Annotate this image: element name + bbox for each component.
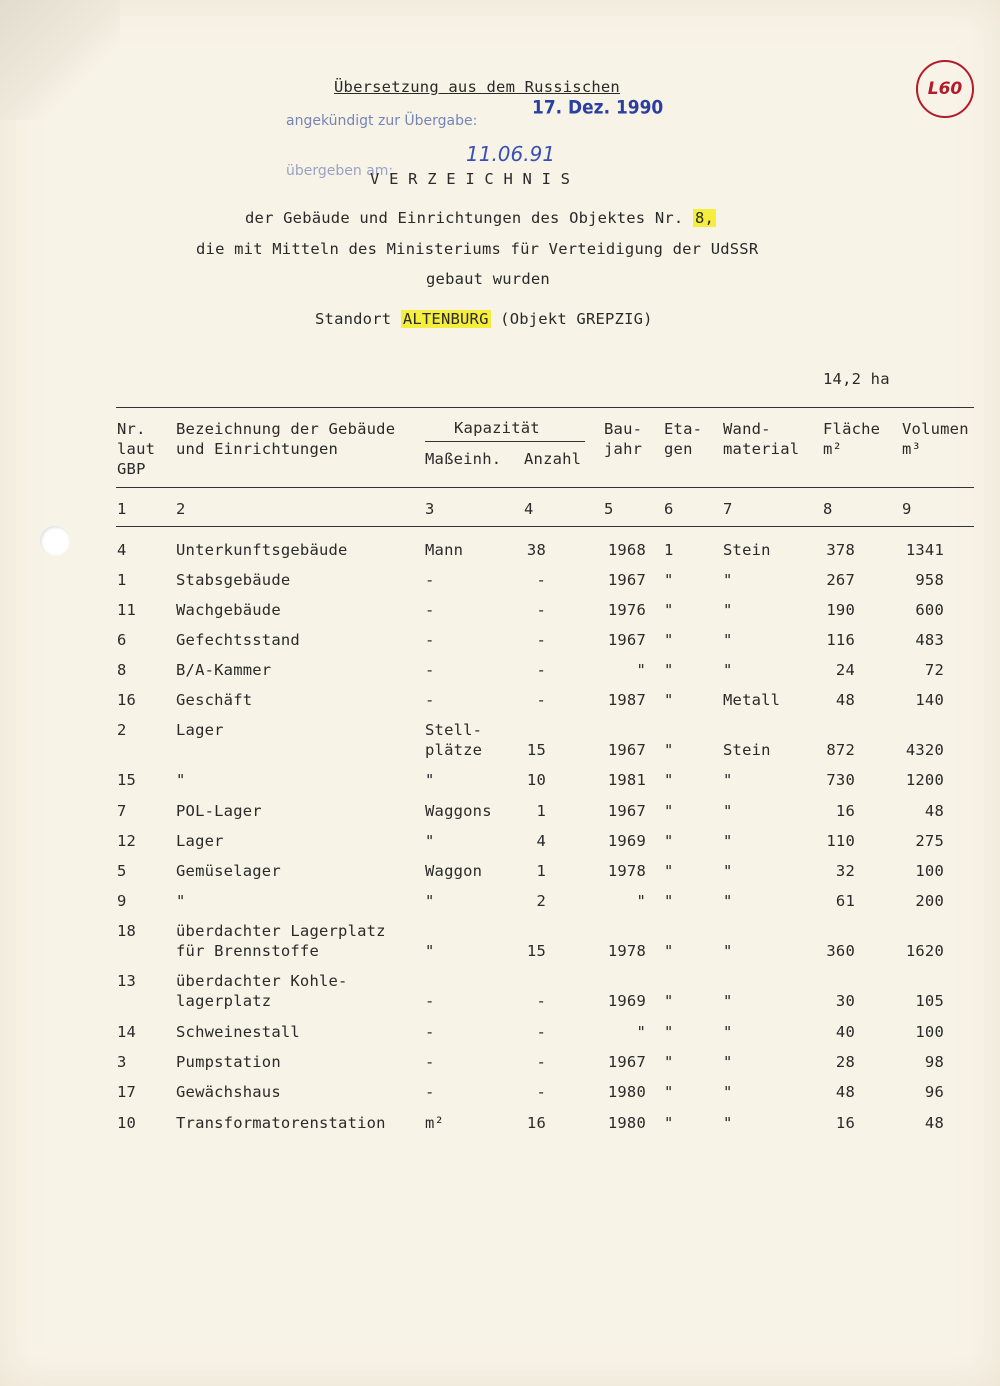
cell-unit: - [425,1053,435,1071]
cell-year: 1969 [607,832,646,850]
cell-nr: 17 [117,1083,137,1101]
cell-year: 1967 [607,741,646,759]
header-nr-3: GBP [117,460,146,478]
cell-name-line2: lagerplatz [176,992,272,1010]
cell-nr: 8 [117,661,127,679]
cell-unit: - [425,661,435,679]
cell-nr: 12 [117,832,137,850]
table-top-rule [116,407,974,408]
cell-unit: Mann [425,541,464,559]
cell-year: 1981 [607,771,646,789]
colnum-6: 6 [664,500,674,518]
cell-unit: - [425,1023,435,1041]
location-name: ALTENBURG [402,310,489,328]
cell-count: - [536,601,546,619]
cell-name: Wachgebäude [176,601,281,619]
cell-volume: 200 [915,892,944,910]
cell-area: 378 [826,541,855,559]
header-area-1: Fläche [823,420,881,438]
cell-area: 40 [835,1023,855,1041]
cell-floors: " [664,1053,674,1071]
cell-count: 2 [536,892,546,910]
cell-area: 360 [826,942,855,960]
cell-area: 116 [826,631,855,649]
object-number: 8, [695,209,715,227]
cell-name: " [176,771,186,789]
cell-name: Gemüselager [176,862,281,880]
cell-floors: " [664,942,674,960]
cell-count: - [536,1083,546,1101]
colnum-1: 1 [117,500,127,518]
cell-floors: " [664,631,674,649]
cell-nr: 9 [117,892,127,910]
colnum-2: 2 [176,500,186,518]
cell-unit: - [425,691,435,709]
cell-floors: " [664,892,674,910]
cell-floors: " [664,1083,674,1101]
header-bottom-rule [116,487,974,488]
stamp-handed-label: übergeben am: [286,163,394,179]
cell-volume: 98 [924,1053,944,1071]
header-count: Anzahl [524,450,582,468]
punch-hole [40,526,70,556]
cell-volume: 958 [915,571,944,589]
cell-name: Gefechtsstand [176,631,300,649]
cell-volume: 600 [915,601,944,619]
header-volume-1: Volumen [902,420,969,438]
cell-area: 190 [826,601,855,619]
cell-volume: 100 [915,862,944,880]
cell-count: - [536,571,546,589]
cell-wall: " [723,1023,733,1041]
cell-count: - [536,992,546,1010]
cell-name: Pumpstation [176,1053,281,1071]
header-volume-2: m³ [902,440,922,458]
cell-floors: " [664,1023,674,1041]
cell-floors: " [664,992,674,1010]
cell-unit: " [425,771,435,789]
cell-volume: 72 [924,661,944,679]
cell-name: überdachter Lagerplatz [176,922,386,940]
cell-floors: " [664,1114,674,1132]
cell-area: 28 [835,1053,855,1071]
colnum-7: 7 [723,500,733,518]
cell-unit: - [425,992,435,1010]
cell-floors: " [664,571,674,589]
cell-nr: 3 [117,1053,127,1071]
cell-year: 1987 [607,691,646,709]
colnum-8: 8 [823,500,833,518]
cell-name: B/A-Kammer [176,661,272,679]
header-wall-2: material [723,440,800,458]
cell-wall: " [723,862,733,880]
cell-year: " [636,661,646,679]
subtitle-line-1 [245,209,716,227]
cell-area: 48 [835,691,855,709]
cell-name: " [176,892,186,910]
cell-count: - [536,631,546,649]
cell-area: 267 [826,571,855,589]
translation-note: Übersetzung aus dem Russischen [334,78,620,96]
header-wall-1: Wand- [723,420,771,438]
cell-name: Lager [176,721,224,739]
cell-floors: " [664,601,674,619]
cell-area: 872 [826,741,855,759]
cell-count: - [536,661,546,679]
cell-year: 1969 [607,992,646,1010]
header-area-2: m² [823,440,843,458]
cell-nr: 16 [117,691,137,709]
cell-area: 32 [835,862,855,880]
cell-nr: 6 [117,631,127,649]
cell-volume: 100 [915,1023,944,1041]
cell-floors: " [664,802,674,820]
header-name-2: und Einrichtungen [176,440,339,458]
cell-floors: 1 [664,541,674,559]
cell-volume: 1620 [905,942,944,960]
cell-volume: 140 [915,691,944,709]
cell-year: 1978 [607,862,646,880]
cell-count: 15 [526,942,546,960]
subtitle-line-2: die mit Mitteln des Ministeriums für Verteidigung der UdSSR [196,240,759,258]
header-year-2: jahr [604,440,643,458]
folded-corner [0,0,120,120]
cell-nr: 4 [117,541,127,559]
cell-wall: " [723,832,733,850]
cell-nr: 14 [117,1023,137,1041]
cell-count: 1 [536,802,546,820]
cell-unit: - [425,571,435,589]
cell-count: 1 [536,862,546,880]
cell-area: 16 [835,1114,855,1132]
cell-year: " [636,892,646,910]
cell-volume: 48 [924,802,944,820]
header-nr-2: laut [117,440,156,458]
cell-unit: " [425,942,435,960]
cell-unit: - [425,1083,435,1101]
header-name-1: Bezeichnung der Gebäude [176,420,396,438]
cell-year: 1967 [607,631,646,649]
header-nr-1: Nr. [117,420,146,438]
cell-count: - [536,1023,546,1041]
cell-wall: " [723,571,733,589]
colnum-3: 3 [425,500,435,518]
cell-year: 1967 [607,802,646,820]
header-unit: Maßeinh. [425,450,502,468]
stamp-announced-date: 17. Dez. 1990 [532,97,664,119]
cell-year: 1967 [607,571,646,589]
cell-count: - [536,1053,546,1071]
cell-unit: - [425,601,435,619]
corner-label-stamp: L60 [916,60,974,118]
cell-nr: 13 [117,972,137,990]
cell-unit: m² [425,1114,445,1132]
cell-count: - [536,691,546,709]
cell-nr: 11 [117,601,137,619]
cell-unit: - [425,631,435,649]
cell-wall: " [723,942,733,960]
cell-unit: Stell- [425,721,483,739]
cell-year: " [636,1023,646,1041]
cell-volume: 483 [915,631,944,649]
total-area: 14,2 ha [823,370,890,388]
cell-year: 1968 [607,541,646,559]
cell-wall: " [723,631,733,649]
stamp-handed-date: 11.06.91 [466,142,556,166]
cell-name: Unterkunftsgebäude [176,541,348,559]
cell-area: 24 [835,661,855,679]
cell-name: Schweinestall [176,1023,300,1041]
colnum-bottom-rule [116,526,974,527]
cell-nr: 1 [117,571,127,589]
cell-wall: " [723,892,733,910]
header-capacity: Kapazität [454,419,540,437]
cell-wall: " [723,992,733,1010]
cell-volume: 1341 [905,541,944,559]
subtitle-line-3: gebaut wurden [426,270,550,288]
cell-volume: 275 [915,832,944,850]
cell-volume: 96 [924,1083,944,1101]
colnum-4: 4 [524,500,534,518]
cell-nr: 10 [117,1114,137,1132]
cell-nr: 2 [117,721,127,739]
cell-wall: " [723,601,733,619]
cell-floors: " [664,832,674,850]
cell-nr: 5 [117,862,127,880]
location-suffix: (Objekt GREPZIG) [500,310,653,328]
cell-area: 30 [835,992,855,1010]
cell-name: Geschäft [176,691,253,709]
cell-wall: " [723,1053,733,1071]
cell-year: 1967 [607,1053,646,1071]
cell-count: 4 [536,832,546,850]
cell-name: POL-Lager [176,802,262,820]
location-prefix: Standort [315,310,392,328]
cell-unit: Waggons [425,802,492,820]
cell-nr: 7 [117,802,127,820]
cell-wall: Metall [723,691,781,709]
cell-floors: " [664,691,674,709]
subtitle-line-1-text: der Gebäude und Einrichtungen des Objektes Nr. [245,209,684,227]
cell-count: 38 [526,541,546,559]
cell-name: Transformatorenstation [176,1114,386,1132]
colnum-9: 9 [902,500,912,518]
cell-name-line2: für Brennstoffe [176,942,319,960]
cell-volume: 4320 [905,741,944,759]
cell-name: überdachter Kohle- [176,972,348,990]
cell-year: 1978 [607,942,646,960]
cell-area: 730 [826,771,855,789]
cell-volume: 1200 [905,771,944,789]
cell-wall: " [723,802,733,820]
cell-name: Lager [176,832,224,850]
cell-floors: " [664,741,674,759]
cell-name: Stabsgebäude [176,571,291,589]
cell-floors: " [664,771,674,789]
cell-area: 16 [835,802,855,820]
cell-area: 61 [835,892,855,910]
cell-year: 1976 [607,601,646,619]
cell-wall: " [723,1083,733,1101]
header-year-1: Bau- [604,420,643,438]
cell-unit: Waggon [425,862,483,880]
cell-nr: 18 [117,922,137,940]
cell-wall: " [723,661,733,679]
cell-unit-line2: plätze [425,741,483,759]
cell-name: Gewächshaus [176,1083,281,1101]
document-title: V E R Z E I C H N I S [370,170,571,188]
cell-count: 16 [526,1114,546,1132]
cell-wall: Stein [723,541,771,559]
cell-year: 1980 [607,1083,646,1101]
colnum-5: 5 [604,500,614,518]
cell-area: 48 [835,1083,855,1101]
cell-wall: Stein [723,741,771,759]
capacity-rule [425,441,585,442]
cell-unit: " [425,832,435,850]
cell-nr: 15 [117,771,137,789]
cell-floors: " [664,862,674,880]
stamp-announced-label: angekündigt zur Übergabe: [286,113,478,129]
cell-unit: " [425,892,435,910]
cell-floors: " [664,661,674,679]
cell-volume: 48 [924,1114,944,1132]
cell-year: 1980 [607,1114,646,1132]
cell-volume: 105 [915,992,944,1010]
location-line [315,310,653,328]
cell-area: 110 [826,832,855,850]
header-floors-1: Eta- [664,420,703,438]
cell-count: 10 [526,771,546,789]
cell-wall: " [723,1114,733,1132]
cell-count: 15 [526,741,546,759]
cell-wall: " [723,771,733,789]
header-floors-2: gen [664,440,693,458]
